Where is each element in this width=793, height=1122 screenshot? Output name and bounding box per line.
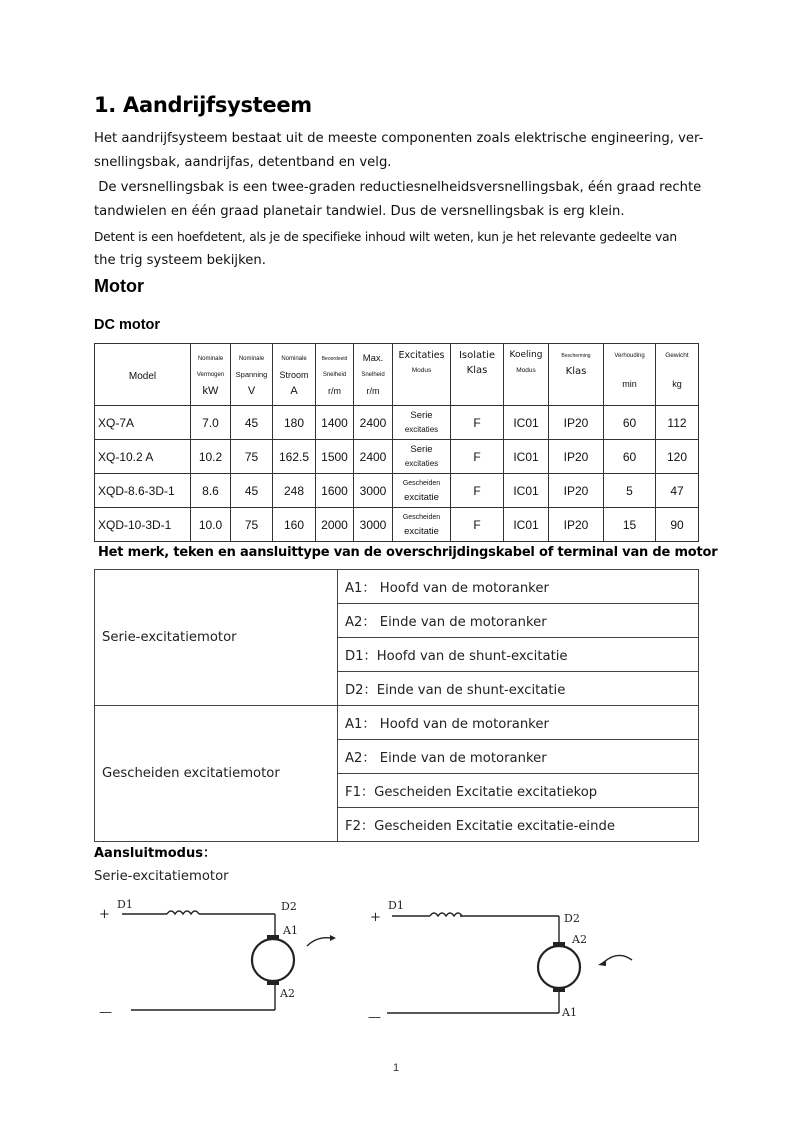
cell-model: XQD-10-3D-1 [95, 508, 191, 542]
table-row [95, 508, 699, 542]
cell-cooling: IC01 [504, 440, 549, 474]
cell-weight: 47 [656, 474, 699, 508]
cell-insulation: F [451, 406, 504, 440]
gearbox-paragraph-line: tandwielen en één graad planetair tandwiel. Dus de versnellingsbak is erg klein. [94, 204, 625, 219]
header-max-speed: Max. Snelheid r/m [354, 344, 393, 406]
cell-protection: IP20 [549, 440, 604, 474]
group-separate-motor: Gescheiden excitatiemotor [95, 706, 338, 842]
header-weight: Gewicht kg [656, 344, 699, 406]
cell-protection: IP20 [549, 406, 604, 440]
terminal-table [94, 569, 699, 842]
cell-excitation: Serie excitaties [393, 440, 451, 474]
connection-subheading: Serie-excitatiemotor [94, 869, 229, 884]
terminal-item: D1：Hoofd van de shunt-excitatie [338, 638, 699, 672]
label-brush-top: A2 [572, 933, 587, 946]
group-series-motor: Serie-excitatiemotor [95, 570, 338, 706]
dc-motor-spec-table [94, 343, 699, 542]
cell-ratio: 15 [604, 508, 656, 542]
cell-current: 248 [273, 474, 316, 508]
page-number: 1 [393, 1062, 400, 1074]
cell-excitation: Gescheiden excitatie [393, 474, 451, 508]
cell-weight: 112 [656, 406, 699, 440]
table-row [95, 474, 699, 508]
intro-paragraph-line: Het aandrijfsysteem bestaat uit de meeste componenten zoals elektrische engineering, ver- [94, 131, 704, 146]
header-excitation: Excitaties Modus [393, 344, 451, 406]
cell-ratio: 5 [604, 474, 656, 508]
cell-cooling: IC01 [504, 406, 549, 440]
cell-excitation: Serie excitaties [393, 406, 451, 440]
cell-rated-speed: 1600 [316, 474, 354, 508]
cell-power: 7.0 [191, 406, 231, 440]
header-cooling: Koeling Modus [504, 344, 549, 406]
terminal-item: A1： Hoofd van de motoranker [338, 706, 699, 740]
dc-motor-heading: DC motor [94, 317, 161, 333]
cell-ratio: 60 [604, 440, 656, 474]
table-row [95, 570, 699, 604]
cell-voltage: 75 [231, 508, 273, 542]
minus-terminal: — [368, 1010, 381, 1025]
motor-heading: Motor [94, 276, 144, 296]
brush-bottom-icon [267, 980, 279, 985]
cell-rated-speed: 1400 [316, 406, 354, 440]
cell-current: 180 [273, 406, 316, 440]
cell-cooling: IC01 [504, 508, 549, 542]
cell-excitation: Gescheiden excitatie [393, 508, 451, 542]
cell-max-speed: 2400 [354, 440, 393, 474]
cell-model: XQ-10.2 A [95, 440, 191, 474]
section-title: 1. Aandrijfsysteem [94, 93, 312, 117]
cell-voltage: 75 [231, 440, 273, 474]
header-ratio: Verhouding min [604, 344, 656, 406]
terminal-heading: Het merk, teken en aansluittype van de overschrijdingskabel of terminal van de motor [98, 545, 718, 560]
gearbox-paragraph-line: De versnellingsbak is een twee-graden reductiesnelheidsversnellingsbak, één graad rechte [94, 180, 702, 195]
cell-ratio: 60 [604, 406, 656, 440]
terminal-item: D2：Einde van de shunt-excitatie [338, 672, 699, 706]
series-motor-diagram-ccw [360, 892, 650, 1032]
label-d1: D1 [388, 899, 404, 912]
table-row [95, 706, 699, 740]
detent-paragraph-line: the trig systeem bekijken. [94, 253, 266, 268]
label-brush-bottom: A2 [280, 987, 295, 1000]
cell-power: 8.6 [191, 474, 231, 508]
label-d2: D2 [281, 900, 297, 913]
connection-heading: Aansluitmodus： [94, 846, 216, 861]
cell-max-speed: 3000 [354, 508, 393, 542]
plus-terminal: + [370, 910, 381, 925]
label-brush-top: A1 [283, 924, 298, 937]
cell-rated-speed: 1500 [316, 440, 354, 474]
cell-voltage: 45 [231, 474, 273, 508]
cell-voltage: 45 [231, 406, 273, 440]
header-power: Nominale Vermogen kW [191, 344, 231, 406]
terminal-item: F1：Gescheiden Excitatie excitatiekop [338, 774, 699, 808]
terminal-item: F2：Gescheiden Excitatie excitatie-einde [338, 808, 699, 842]
cell-power: 10.2 [191, 440, 231, 474]
cell-insulation: F [451, 508, 504, 542]
cell-insulation: F [451, 474, 504, 508]
header-voltage: Nominale Spanning V [231, 344, 273, 406]
cell-current: 162.5 [273, 440, 316, 474]
cell-cooling: IC01 [504, 474, 549, 508]
intro-paragraph-line: snellingsbak, aandrijfas, detentband en velg. [94, 155, 392, 170]
brush-top-icon [267, 935, 279, 940]
cell-model: XQD-8.6-3D-1 [95, 474, 191, 508]
cell-power: 10.0 [191, 508, 231, 542]
terminal-item: A2： Einde van de motoranker [338, 740, 699, 774]
table-row [95, 406, 699, 440]
header-protection: Bescherming Klas [549, 344, 604, 406]
cell-current: 160 [273, 508, 316, 542]
cell-protection: IP20 [549, 474, 604, 508]
plus-terminal: + [99, 907, 110, 922]
cell-insulation: F [451, 440, 504, 474]
header-insulation: Isolatie Klas [451, 344, 504, 406]
cell-model: XQ-7A [95, 406, 191, 440]
label-d2: D2 [564, 912, 580, 925]
header-model: Model [95, 344, 191, 406]
cell-rated-speed: 2000 [316, 508, 354, 542]
label-d1: D1 [117, 898, 133, 911]
terminal-item: A2： Einde van de motoranker [338, 604, 699, 638]
cell-max-speed: 2400 [354, 406, 393, 440]
detent-paragraph-line: Detent is een hoefdetent, als je de specifieke inhoud wilt weten, kun je het relevante gedeelte van [94, 230, 677, 244]
series-motor-diagram-cw [90, 892, 360, 1032]
terminal-item: A1： Hoofd van de motoranker [338, 570, 699, 604]
header-current: Nominale Stroom A [273, 344, 316, 406]
cell-weight: 90 [656, 508, 699, 542]
label-brush-bottom: A1 [562, 1006, 577, 1019]
table-header-row [95, 344, 699, 406]
cell-max-speed: 3000 [354, 474, 393, 508]
brush-top-icon [553, 942, 565, 947]
table-row [95, 440, 699, 474]
brush-bottom-icon [553, 987, 565, 992]
cell-protection: IP20 [549, 508, 604, 542]
minus-terminal: — [99, 1005, 112, 1020]
cell-weight: 120 [656, 440, 699, 474]
header-rated-speed: Beoordeeld Snelheid r/m [316, 344, 354, 406]
